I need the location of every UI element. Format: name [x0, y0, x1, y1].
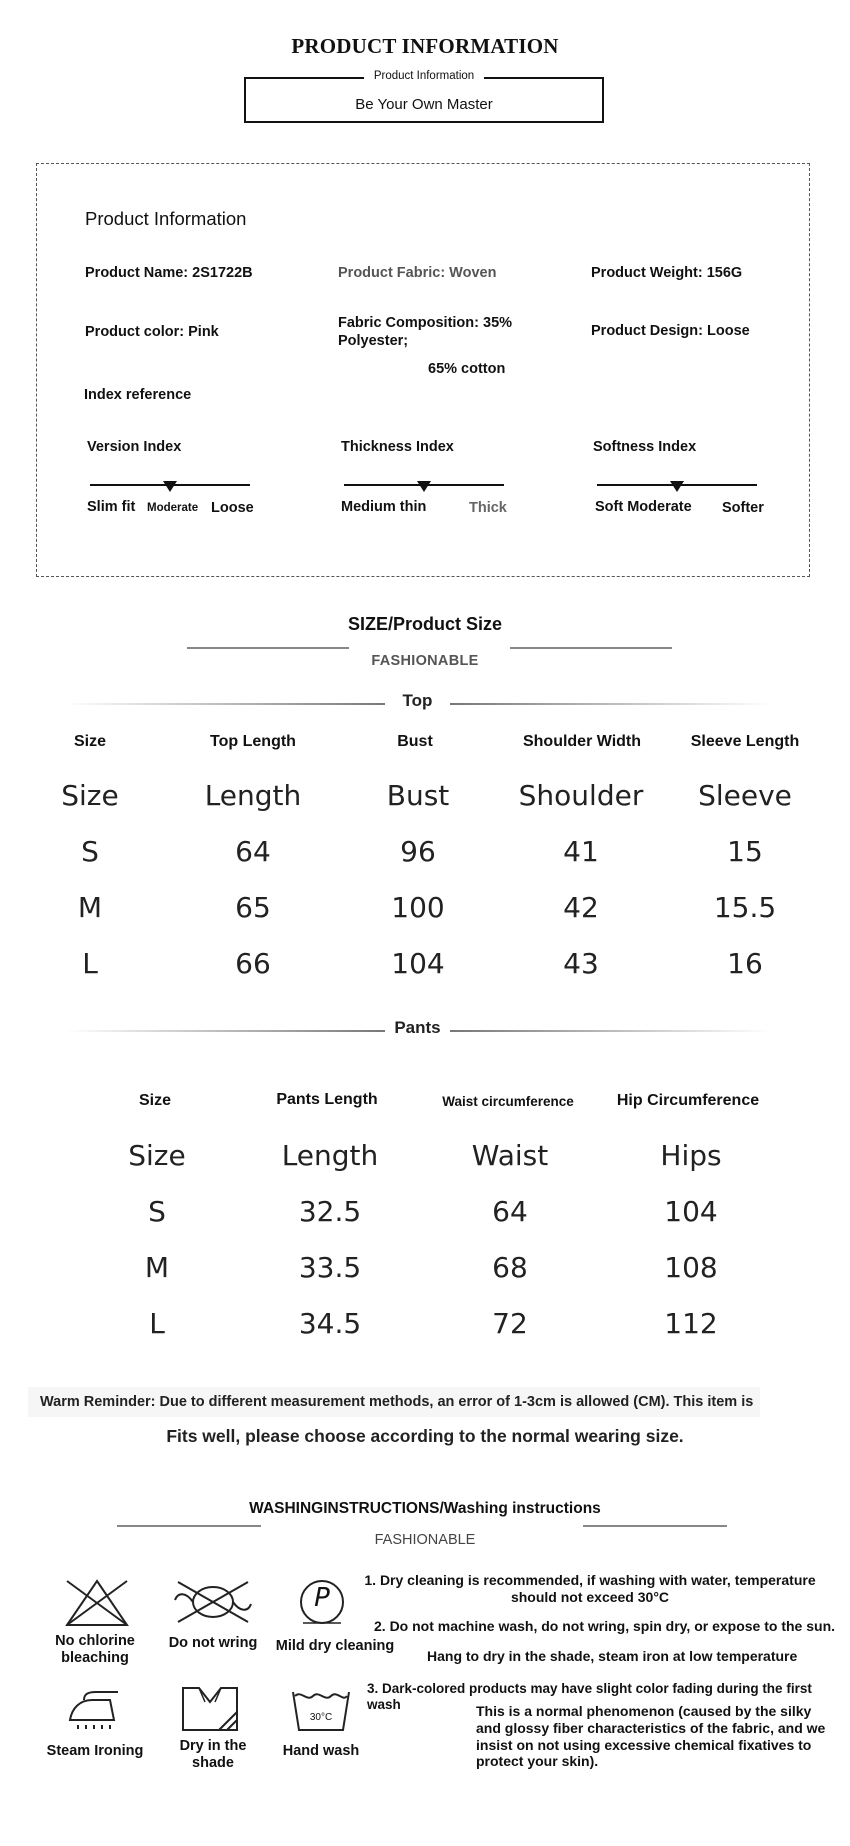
washing-subtitle: FASHIONABLE: [374, 1532, 476, 1548]
version-index-label: Version Index: [87, 439, 182, 455]
top-header-length: Top Length: [210, 733, 296, 750]
pants-divider-left: [65, 1030, 385, 1032]
pants-cell: Waist: [471, 1139, 549, 1172]
no-wring-icon: [172, 1578, 254, 1626]
mild-dry-cleaning-label: Mild dry cleaning: [275, 1638, 395, 1654]
thickness-index-left: Medium thin: [341, 499, 427, 515]
product-name: Product Name: 2S1722B: [85, 265, 253, 281]
pants-cell: 33.5: [298, 1251, 362, 1284]
pants-cell: 72: [492, 1307, 528, 1340]
top-cell: 100: [391, 891, 445, 924]
size-rule-right: [510, 647, 672, 649]
header-box-caption: Product Information: [373, 70, 475, 82]
top-header-sleeve: Sleeve Length: [690, 733, 800, 750]
pants-cell: 68: [492, 1251, 528, 1284]
top-cell: Shoulder: [518, 779, 644, 812]
top-cell: 42: [563, 891, 599, 924]
info-title: Product Information: [85, 208, 247, 229]
top-header-shoulder: Shoulder Width: [522, 733, 642, 750]
instruction-2b: Hang to dry in the shade, steam iron at low temperature: [427, 1648, 798, 1664]
pants-cell: 64: [492, 1195, 528, 1228]
pants-cell: 108: [664, 1251, 718, 1284]
top-cell: 15.5: [713, 891, 777, 924]
no-chlorine-label: No chlorine bleaching: [55, 1633, 135, 1666]
header-box-top-left: [244, 77, 364, 79]
instruction-3a: 3. Dark-colored products may have slight color fading during the first wash: [367, 1681, 812, 1713]
top-cell: L: [82, 947, 98, 980]
size-rule-left: [187, 647, 349, 649]
instruction-3b: This is a normal phenomenon (caused by the silky and glossy fiber characteristics of the fabric, and we insist on not using excessive chemical fixatives to protect your skin).: [476, 1703, 826, 1770]
pants-header-waist: Waist circumference: [442, 1094, 574, 1109]
softness-index-left: Soft Moderate: [595, 499, 692, 515]
pants-divider-right: [450, 1030, 770, 1032]
product-weight: Product Weight: 156G: [591, 265, 743, 281]
pants-cell: 112: [664, 1307, 718, 1340]
top-cell: Bust: [386, 779, 450, 812]
top-header-size: Size: [73, 733, 106, 750]
top-divider-right: [450, 703, 770, 705]
reminder-line1: Warm Reminder: Due to different measurement methods, an error of 1-3cm is allowed (CM). This item is: [40, 1394, 754, 1410]
fabric-composition-line3: 65% cotton: [428, 361, 506, 377]
steam-iron-icon: [66, 1690, 122, 1730]
top-cell: 96: [400, 835, 436, 868]
top-cell: S: [81, 835, 99, 868]
dry-clean-letter: P: [314, 1583, 330, 1613]
washing-rule-right: [583, 1525, 727, 1527]
fabric-composition-line2: Polyester;: [338, 333, 409, 349]
page-title: PRODUCT INFORMATION: [291, 34, 559, 58]
size-section-subtitle: FASHIONABLE: [371, 653, 479, 669]
pants-header-length: Pants Length: [276, 1091, 378, 1108]
pants-cell: Length: [281, 1139, 379, 1172]
top-cell: 64: [235, 835, 271, 868]
instruction-2a: 2. Do not machine wash, do not wring, spin dry, or expose to the sun.: [374, 1618, 836, 1634]
pants-header-size: Size: [138, 1092, 171, 1109]
hand-wash-icon: [289, 1688, 353, 1732]
top-cell: Length: [204, 779, 302, 812]
no-wring-label: Do not wring: [168, 1635, 258, 1651]
pants-cell: L: [149, 1307, 165, 1340]
reminder-line2: Fits well, please choose according to the normal wearing size.: [166, 1426, 684, 1446]
softness-index-label: Softness Index: [593, 439, 697, 455]
thickness-index-right: Thick: [469, 500, 507, 516]
top-cell: 65: [235, 891, 271, 924]
product-fabric: Product Fabric: Woven: [338, 265, 497, 281]
pants-cell: Hips: [660, 1139, 722, 1172]
steam-iron-label: Steam Ironing: [46, 1743, 144, 1759]
pants-cell: S: [148, 1195, 166, 1228]
version-index-left: Slim fit: [87, 499, 136, 515]
instruction-1: 1. Dry cleaning is recommended, if washing with water, temperature should not exceed 30°C: [364, 1572, 816, 1605]
version-index-middle: Moderate: [147, 502, 199, 514]
top-cell: 41: [563, 835, 599, 868]
pants-cell: 34.5: [298, 1307, 362, 1340]
pants-cell: M: [144, 1251, 170, 1284]
version-index-right: Loose: [211, 500, 254, 516]
no-chlorine-icon: [63, 1577, 131, 1629]
pants-cell: Size: [128, 1139, 186, 1172]
top-divider-left: [65, 703, 385, 705]
product-color: Product color: Pink: [85, 324, 219, 340]
top-label: Top: [402, 691, 433, 710]
softness-index-right: Softer: [722, 500, 764, 516]
softness-index-marker: [670, 481, 684, 492]
hand-wash-label: Hand wash: [282, 1743, 360, 1759]
top-cell: M: [77, 891, 103, 924]
header-slogan: Be Your Own Master: [355, 96, 493, 113]
thickness-index-label: Thickness Index: [341, 439, 454, 455]
header-box-top-right: [484, 77, 604, 79]
washing-title: WASHINGINSTRUCTIONS/Washing instructions: [249, 1500, 601, 1517]
hand-wash-temp: 30°C: [309, 1712, 333, 1723]
version-index-marker: [163, 481, 177, 492]
pants-header-hip: Hip Circumference: [616, 1092, 760, 1109]
pants-label: Pants: [394, 1018, 441, 1037]
fabric-composition-line1: Fabric Composition: 35%: [338, 315, 513, 331]
top-cell: 15: [727, 835, 763, 868]
top-cell: 104: [391, 947, 445, 980]
washing-rule-left: [117, 1525, 261, 1527]
top-cell: 66: [235, 947, 271, 980]
top-cell: Sleeve: [698, 779, 792, 812]
dry-in-shade-icon: [179, 1686, 241, 1732]
dry-in-shade-label: Dry in the shade: [179, 1738, 247, 1771]
index-reference: Index reference: [84, 387, 192, 403]
top-header-bust: Bust: [397, 733, 433, 750]
top-cell: 43: [563, 947, 599, 980]
top-cell: Size: [61, 779, 119, 812]
product-design: Product Design: Loose: [591, 323, 750, 339]
pants-cell: 32.5: [298, 1195, 362, 1228]
pants-cell: 104: [664, 1195, 718, 1228]
thickness-index-marker: [417, 481, 431, 492]
top-cell: 16: [727, 947, 763, 980]
size-section-title: SIZE/Product Size: [347, 614, 503, 634]
